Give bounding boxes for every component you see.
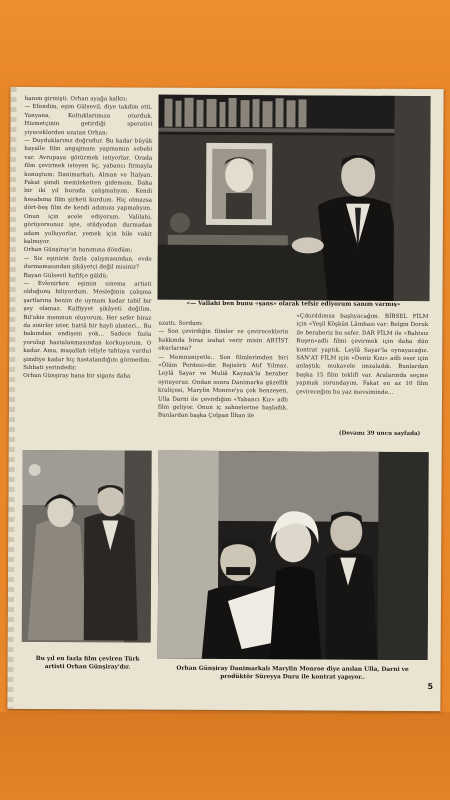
paragraph: — Siz eşinizin fazla çalışmasından, evde durmamasından şikâyetçi değil misiniz?	[23, 255, 152, 271]
paragraph: «Çıkırıldımsa başlıyacağım. BİRSEL FİLM için «Yeşil Köşkün Lâmbası var: Belgin Doruk ile beraberiz bu sefer. DAR FİLM ile «Bahtsız Ruşen»adlı filmi çevirmek için daha dün kontrat yaptık. Leylâ Sayar'la oynayacağız. SAN'AT FİLM için «Deniz Kızı» adlı eser için anlaştık; mukavele imzaladık. Bunlardan başka 15 film teklifi var. Aralarında seçme yapmak zorundayım. Fakat en az 10 film çevireceğim bu yaz mevsiminde...	[296, 313, 429, 396]
caption-contract-photo: Orhan Günşiray Danimarkalı Marylin Monroe diye anılan Ulla, Darni ve prodüktör Süreyya Duru ile kontrat yapıyor..	[176, 665, 409, 682]
paragraph: Orhan Günşiray'ın hanımına döndüm:	[23, 247, 133, 254]
orange-surface-bottom	[0, 712, 450, 800]
text-column-right	[296, 312, 429, 425]
page-binding-edge	[7, 87, 16, 709]
paragraph: — Efendim, eşim Gülsevil, diye takdim etti. Yanyana, Koltuklarımıza oturduk. Hizmetçinin getirdiği sperativi yiyeceklerden uzatan Orhan;	[24, 104, 153, 137]
continued-note: (Devamı 39 uncu sayfada)	[338, 430, 421, 438]
photo-couple	[22, 450, 152, 643]
paragraph: hanım girmişti. Orhan ayağa kalktı:	[24, 95, 128, 103]
paragraph: — Son çevirdiğin filmler ve çevireceklerin hakkında biraz izahat verir misin ARTİST okurlarına?	[158, 329, 289, 353]
paragraph: — Duyduklarınız doğrudur. Bu kadar büyük hayalle film angajmanı yapmamın sebebi var. Avrupaya götürmek istiyorlar. Orada film çevirmek isteyen üç, yabancı firmayla konuştum: Danimarkalı, Alman ve İtalyan. Fakat şimdi memleketten gidemem. Daha bir iki yıl burada çalışmalıyım. Kendi hesabıma film şirketi kurdum. Hiç olmazsa dört-beş film de kendi adımıza yapmalıyım. Onun için acele ediyorum. Valilahi, görüyorsunuz işte, stüdyodan durmadan adam yolluyorlar, yemek için bile vakit kalmıyor.	[23, 137, 153, 245]
paragraph: uzattı. Sordum:	[158, 320, 204, 327]
photo-orhan-office	[158, 95, 431, 301]
paragraph: Orhan Günşiray bana bir sigara daha	[23, 373, 131, 380]
caption-top-photo: «— Vallahi ben bunu «şans» olarak tefsir ediyorum sanım varmış»	[186, 300, 401, 308]
text-column-middle	[158, 320, 289, 441]
orange-surface-top	[0, 0, 450, 95]
caption-couple-photo: Bu yıl en fazla film çeviren Türk artisti Orhan Günşiray'dır.	[35, 656, 140, 671]
page-number: 5	[427, 682, 434, 692]
photo-contract-signing	[158, 451, 429, 660]
paragraph: — Evlenirken eşimin sinema artisti olduğunu biliyordum. Mesleğinin çalışma şartlarına benim de uymam kadar tabiî bir şey olamaz. Kalfiyyet şikâyeti değilim. Bil'akis memnun oluyorum. Her sefer biraz da sinirler ister, hattâ bir hayli alınteri... Bu bakımdan endişem yok... Sadece fazla yorulup hastalanmasından korkuyorum. O kadar. Ama, maşallah (eliyle tahtaya vurdu) şimdiye kadar hiç hastalandığını görmedim. Sıhhati yerindedir.	[23, 280, 152, 372]
magazine-page	[7, 87, 443, 711]
paragraph: — Memnuniyetle.. Son filmlerimden biri «Ölüm Perdesi»dir. Rejisörü Atıf Yılmaz. Leylâ Sayar ve Muliâ Kaynak'la beraber oynuyoruz. Ondan sonra Danimarka güzellik kraliçesi, Marylin Monroe'ya çok benzeyen, Ulla Darni ile çevirdiğim «Yabancı Kız» adlı film geliyor. Onun iç sahnelerine başladık. Bunlardan başka Çolpan İlhan ile	[157, 354, 289, 420]
paragraph: Bayan Gülsevil hafifçe güldü:	[23, 272, 109, 279]
text-column-left	[23, 95, 153, 441]
